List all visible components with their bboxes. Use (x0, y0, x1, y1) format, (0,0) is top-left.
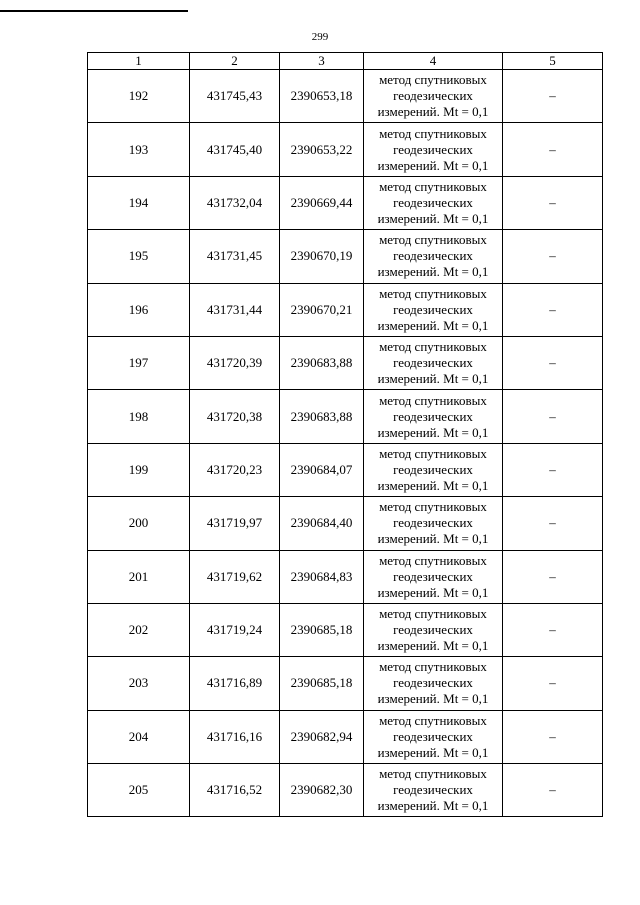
description-cell: – (503, 283, 603, 336)
point-number-cell: 200 (88, 497, 190, 550)
method-line: измерений. Mt = 0,1 (377, 798, 489, 814)
table-row (88, 336, 603, 389)
method-line: геодезических (393, 782, 473, 798)
method-line: геодезических (393, 622, 473, 638)
description-cell: – (503, 176, 603, 229)
method-line: метод спутниковых (379, 712, 487, 728)
method-line: геодезических (393, 675, 473, 691)
x-coordinate-cell: 431719,62 (190, 550, 280, 603)
method-cell (364, 657, 503, 710)
point-number-cell: 202 (88, 603, 190, 656)
x-coordinate-cell: 431720,23 (190, 443, 280, 496)
point-number-cell: 205 (88, 764, 190, 817)
point-number-cell: 199 (88, 443, 190, 496)
y-coordinate-cell: 2390685,18 (280, 603, 364, 656)
y-coordinate-cell: 2390670,21 (280, 283, 364, 336)
method-line: геодезических (393, 461, 473, 477)
table-header (88, 53, 603, 70)
x-coordinate-cell: 431719,24 (190, 603, 280, 656)
method-cell (364, 710, 503, 763)
x-coordinate-cell: 431720,39 (190, 336, 280, 389)
header-row (88, 53, 603, 70)
point-number-cell: 203 (88, 657, 190, 710)
x-coordinate-cell: 431731,45 (190, 230, 280, 283)
table-row (88, 230, 603, 283)
method-line: измерений. Mt = 0,1 (377, 371, 489, 387)
y-coordinate-cell: 2390653,22 (280, 123, 364, 176)
method-line: измерений. Mt = 0,1 (377, 744, 489, 760)
y-coordinate-cell: 2390653,18 (280, 70, 364, 123)
point-number-cell: 198 (88, 390, 190, 443)
table-row (88, 764, 603, 817)
table-row (88, 443, 603, 496)
method-line: измерений. Mt = 0,1 (377, 638, 489, 654)
method-line: геодезических (393, 248, 473, 264)
method-line: геодезических (393, 88, 473, 104)
method-line: метод спутниковых (379, 72, 487, 88)
x-coordinate-cell: 431719,97 (190, 497, 280, 550)
method-cell (364, 550, 503, 603)
method-cell (364, 283, 503, 336)
table-row (88, 603, 603, 656)
method-line: измерений. Mt = 0,1 (377, 424, 489, 440)
method-cell (364, 70, 503, 123)
method-line: метод спутниковых (379, 606, 487, 622)
x-coordinate-cell: 431731,44 (190, 283, 280, 336)
point-number-cell: 204 (88, 710, 190, 763)
x-coordinate-cell: 431716,52 (190, 764, 280, 817)
method-line: метод спутниковых (379, 392, 487, 408)
x-coordinate-cell: 431732,04 (190, 176, 280, 229)
description-cell: – (503, 603, 603, 656)
x-coordinate-cell: 431745,40 (190, 123, 280, 176)
description-cell: – (503, 443, 603, 496)
method-line: метод спутниковых (379, 339, 487, 355)
method-line: геодезических (393, 194, 473, 210)
header-col-5: 5 (503, 53, 603, 70)
description-cell: – (503, 550, 603, 603)
header-col-3: 3 (280, 53, 364, 70)
method-line: измерений. Mt = 0,1 (377, 210, 489, 226)
method-cell (364, 336, 503, 389)
method-line: геодезических (393, 515, 473, 531)
method-line: метод спутниковых (379, 125, 487, 141)
method-line: измерений. Mt = 0,1 (377, 584, 489, 600)
y-coordinate-cell: 2390685,18 (280, 657, 364, 710)
method-line: измерений. Mt = 0,1 (377, 317, 489, 333)
method-line: геодезических (393, 355, 473, 371)
y-coordinate-cell: 2390683,88 (280, 336, 364, 389)
point-number-cell: 192 (88, 70, 190, 123)
coordinates-table (87, 52, 603, 817)
description-cell: – (503, 497, 603, 550)
y-coordinate-cell: 2390682,30 (280, 764, 364, 817)
table-row (88, 497, 603, 550)
method-line: геодезических (393, 568, 473, 584)
method-line: геодезических (393, 301, 473, 317)
description-cell: – (503, 230, 603, 283)
method-line: метод спутниковых (379, 659, 487, 675)
point-number-cell: 193 (88, 123, 190, 176)
point-number-cell: 197 (88, 336, 190, 389)
method-line: измерений. Mt = 0,1 (377, 477, 489, 493)
header-col-4: 4 (364, 53, 503, 70)
method-line: измерений. Mt = 0,1 (377, 104, 489, 120)
description-cell: – (503, 710, 603, 763)
method-cell (364, 390, 503, 443)
header-col-1: 1 (88, 53, 190, 70)
table-row (88, 123, 603, 176)
method-line: метод спутниковых (379, 445, 487, 461)
point-number-cell: 196 (88, 283, 190, 336)
method-line: измерений. Mt = 0,1 (377, 157, 489, 173)
method-cell (364, 497, 503, 550)
method-line: геодезических (393, 408, 473, 424)
method-line: измерений. Mt = 0,1 (377, 691, 489, 707)
page-number: 299 (311, 31, 329, 43)
method-cell (364, 123, 503, 176)
method-cell (364, 230, 503, 283)
method-line: измерений. Mt = 0,1 (377, 531, 489, 547)
method-line: метод спутниковых (379, 552, 487, 568)
description-cell: – (503, 123, 603, 176)
method-line: измерений. Mt = 0,1 (377, 264, 489, 280)
y-coordinate-cell: 2390684,07 (280, 443, 364, 496)
point-number-cell: 195 (88, 230, 190, 283)
y-coordinate-cell: 2390683,88 (280, 390, 364, 443)
method-cell (364, 764, 503, 817)
description-cell: – (503, 70, 603, 123)
method-line: метод спутниковых (379, 766, 487, 782)
y-coordinate-cell: 2390670,19 (280, 230, 364, 283)
table-row (88, 390, 603, 443)
table-row (88, 657, 603, 710)
method-line: метод спутниковых (379, 232, 487, 248)
method-line: геодезических (393, 141, 473, 157)
top-rule (0, 10, 188, 12)
method-cell (364, 176, 503, 229)
y-coordinate-cell: 2390684,83 (280, 550, 364, 603)
method-line: метод спутниковых (379, 178, 487, 194)
x-coordinate-cell: 431716,16 (190, 710, 280, 763)
description-cell: – (503, 657, 603, 710)
method-line: геодезических (393, 728, 473, 744)
table-row (88, 70, 603, 123)
description-cell: – (503, 764, 603, 817)
y-coordinate-cell: 2390684,40 (280, 497, 364, 550)
table-row (88, 710, 603, 763)
description-cell: – (503, 390, 603, 443)
table-body (88, 70, 603, 817)
method-line: метод спутниковых (379, 499, 487, 515)
y-coordinate-cell: 2390669,44 (280, 176, 364, 229)
x-coordinate-cell: 431716,89 (190, 657, 280, 710)
method-cell (364, 443, 503, 496)
table-row (88, 283, 603, 336)
y-coordinate-cell: 2390682,94 (280, 710, 364, 763)
x-coordinate-cell: 431720,38 (190, 390, 280, 443)
header-col-2: 2 (190, 53, 280, 70)
x-coordinate-cell: 431745,43 (190, 70, 280, 123)
table-row (88, 550, 603, 603)
table-row (88, 176, 603, 229)
description-cell: – (503, 336, 603, 389)
point-number-cell: 201 (88, 550, 190, 603)
point-number-cell: 194 (88, 176, 190, 229)
method-cell (364, 603, 503, 656)
method-line: метод спутниковых (379, 285, 487, 301)
